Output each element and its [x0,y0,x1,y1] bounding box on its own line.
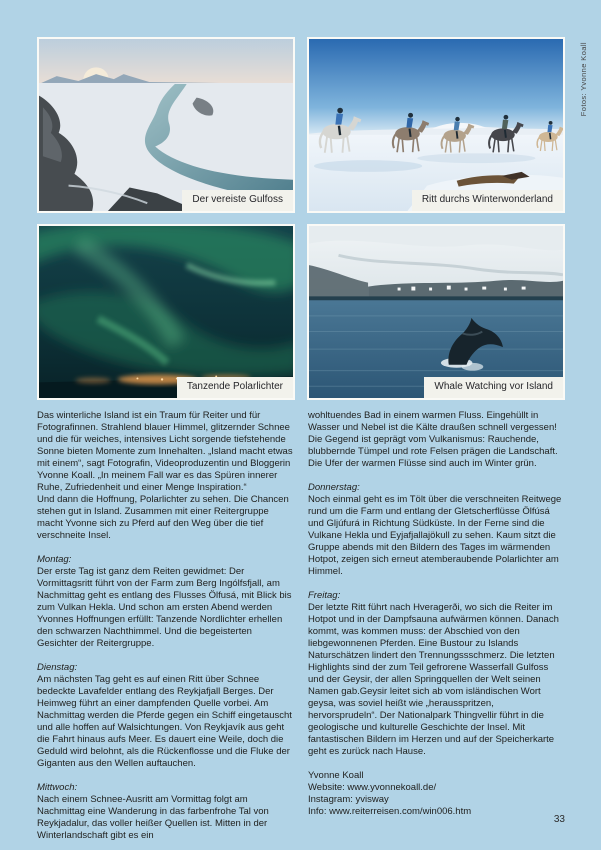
contact-name: Yvonne Koall [308,770,364,781]
day-section-mittwoch [37,782,294,842]
photo-caption: Whale Watching vor Island [424,377,563,398]
winter-ride-illustration [309,39,563,211]
day-section-montag [37,554,294,650]
intro-paragraph: Und dann die Hoffnung, Polarlichter zu sehen. Die Chancen stehen gut in Island. Zusammen mit einer Reitergruppe macht Yvonne sich zu Pferd auf den Weg über die tief verschneite Insel. [37,494,289,541]
day-label: Montag: [37,554,72,565]
day-section-donnerstag [308,482,565,578]
contact-info: Info: www.reiterreisen.com/win006.htm [308,806,472,817]
day-text: Nach einem Schnee-Ausritt am Vormittag folgt am Nachmittag eine Wanderung in das farbenfrohe Tal von Reykjadalur, das voller heißer Quellen ist. Mitten in der Winterlandschaft gibt es ein [37,794,269,841]
photo-winter-ride [307,37,565,213]
day-text: Noch einmal geht es im Tölt über die verschneiten Reitwege rund um die Farm und entlang der Gletscherflüsse Ölfúsá und Gljúfurá in Richtung Südküste. In der Ferne sind die Vulkane Hekla und Eyjafjallajökull zu sehen. Kaum sitzt die Gruppe abends mit den Bildern des Tages im wärmenden Hotpot, zeigen sich erneut atemberaubende Polarlichter am Himmel. [308,494,562,577]
whale-illustration [309,226,563,398]
day-label: Freitag: [308,590,341,601]
day-text: Der letzte Ritt führt nach Hveragerði, wo sich die Reiter im Hotpot und in der Dampfsauna aufwärmen können. Danach kommt, was kommen muss: der Abschied von den liebgewonnenen Pferden. Eine Bustour zu Islands Naturschätzen lindert den Trennungssschmerz. Die letzten Highlights sind der zum Teil gefrorene Wasserfall Gulfoss und der Geysir, der allen Springquellen der Welt seinen Namen gab.Geysir leitet sich ab vom isländischen Wort geysa, was soviel heißt wie „herausspritzen, hervorsprudeln“. Der Nationalpark Thingvellir führt in die geologische und kulturelle Geschichte der Insel. Mit fantastischen Bildern im Herzen und auf der Speicherkarte geht es zurück nach Hause. [308,602,559,757]
photo-aurora [37,224,295,400]
page-number: 33 [553,814,565,825]
day-label: Mittwoch: [37,782,78,793]
intro-paragraph: Das winterliche Island ist ein Traum für Reiter und für Fotografinnen. Strahlend blauer Himmel, glitzernder Schnee und die für weiches, intensives Licht sorgende tiefstehende Sonne bieten Momente zum Innehalten. „Island macht etwas mit einem“, sagt Fotografin, Videoproduzentin und Bloggerin Yvonne Koall. „In meinem Fall war es das Spüren innerer Ruhe, Zufriedenheit und einer Menge Inspiration.“ [37,410,293,493]
photo-caption: Der vereiste Gulfoss [182,190,293,211]
article-column-right [308,410,565,842]
article-body [37,410,565,842]
contact-instagram: Instagram: yvisway [308,794,389,805]
article-column-left [37,410,294,842]
photo-gulfoss [37,37,295,213]
photo-caption: Tanzende Polarlichter [177,377,293,398]
photo-credit: Fotos: Yvonne Koall [579,42,588,117]
contact-block [308,770,565,818]
day-text: Am nächsten Tag geht es auf einen Ritt über Schnee bedeckte Lavafelder entlang des Reykjafjall Berges. Der Heimweg führt an einer dampfenden Quelle vorbei. Am Nachmittag werden die Pferde gegen ein Schiff eingetauscht und alle hoffen auf Walsichtungen. Von Reykjavík aus geht die Fahrt hinaus aufs Meer. Es dauert eine Weile, doch die Geduld wird belohnt, als die Rückenflosse und die Fluke der Giganten aus den Wellen auftauchen. [37,674,292,769]
photo-whale [307,224,565,400]
contact-website: Website: www.yvonnekoall.de/ [308,782,437,793]
day-section-dienstag [37,662,294,770]
photo-caption: Ritt durchs Winterwonderland [412,190,563,211]
continuation-paragraph: wohltuendes Bad in einem warmen Fluss. Eingehüllt in Wasser und Nebel ist die Kälte draußen schnell vergessen! Die Gegend ist geprägt vom Vulkanismus: Rauchende, blubbernde Tümpel und rote Felsen prägen die Landschaft. Die Ufer der warmen Flüsse sind auch im Winter grün. [308,410,558,469]
day-label: Dienstag: [37,662,78,673]
aurora-illustration [39,226,293,398]
day-section-freitag [308,590,565,758]
day-text: Der erste Tag ist ganz dem Reiten gewidmet: Der Vormittagsritt führt von der Farm zum Berg Ingólfsfjall, am Nachmittag geht es entlang des Flusses Ölfusá, mit Blick bis zum Vulkan Hekla. Und schon am ersten Abend werden Yvonnes Hoffnungen erfüllt: Tanzende Nordlichter erhellen den schwarzen Nachthimmel. Und die begeisterten Gesichter der Reitergruppe. [37,566,292,649]
day-label: Donnerstag: [308,482,360,493]
gulfoss-illustration [39,39,293,211]
